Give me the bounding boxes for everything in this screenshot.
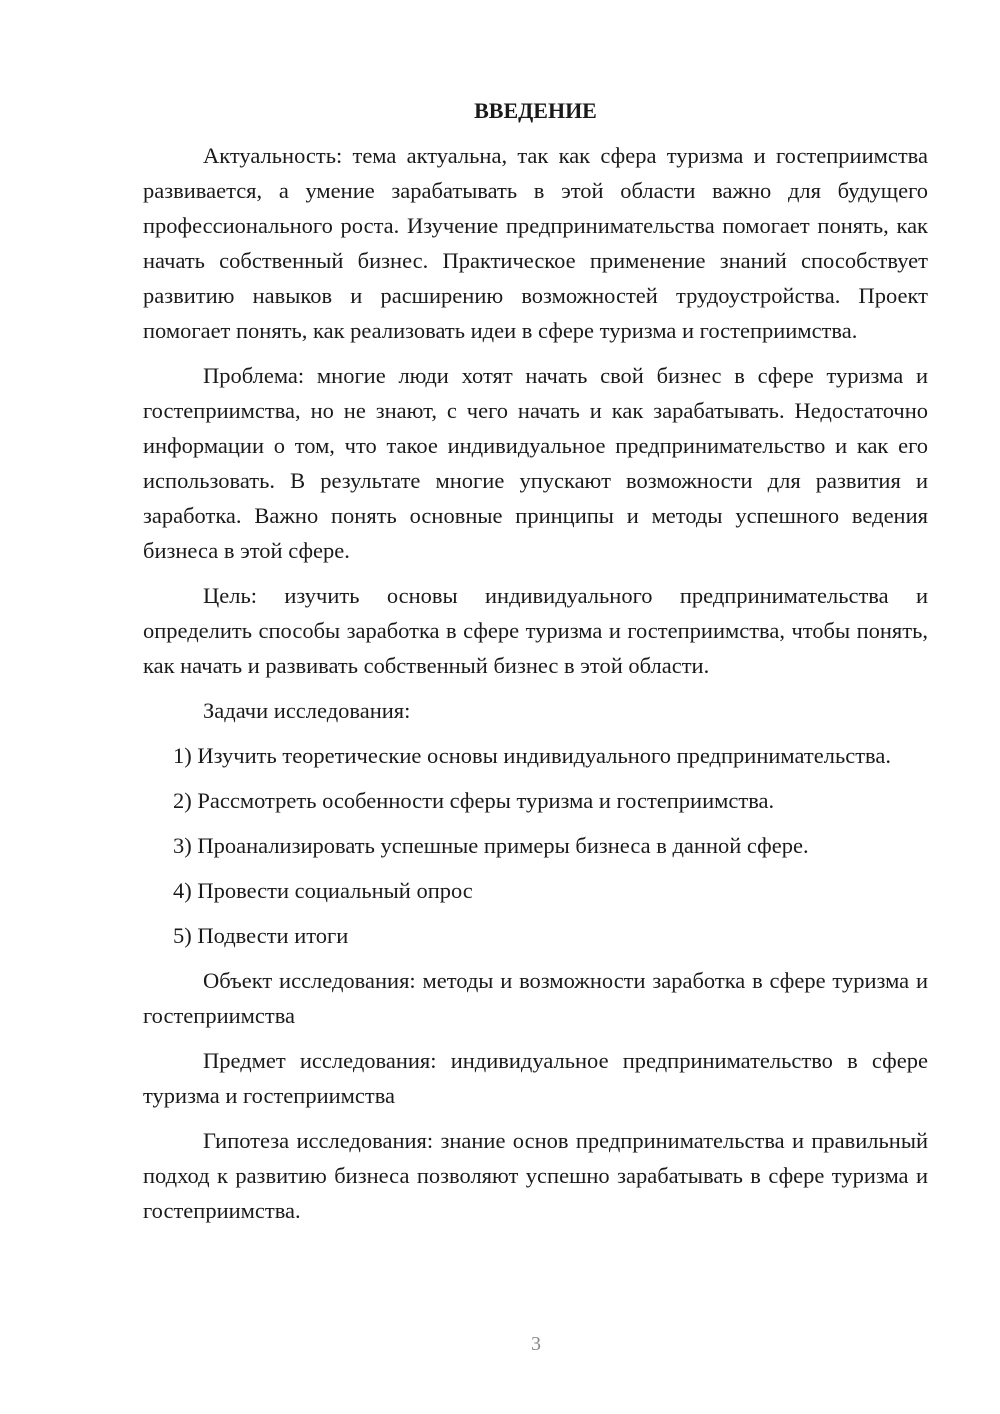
problem-paragraph: Проблема: многие люди хотят начать свой бизнес в сфере туризма и гостеприимства, но не знают, с чего начать и как зарабатывать. Недостаточно информации о том, что такое индивидуальное предпринимательство и как его использовать. В результате многие упускают возможности для развития и заработка. Важно понять основные принципы и методы успешного ведения бизнеса в этой сфере. bbox=[143, 363, 928, 563]
list-item: 4) Провести социальный опрос bbox=[173, 878, 473, 903]
tasks-heading: Задачи исследования: bbox=[203, 698, 411, 723]
list-item: 2) Рассмотреть особенности сферы туризма и гостеприимства. bbox=[173, 788, 775, 813]
list-item: 3) Проанализировать успешные примеры бизнеса в данной сфере. bbox=[173, 833, 809, 858]
document-body bbox=[143, 93, 928, 1238]
goal-paragraph: Цель: изучить основы индивидуального предпринимательства и определить способы заработка в сфере туризма и гостеприимства, чтобы понять, как начать и развивать собственный бизнес в этой области. bbox=[143, 583, 928, 678]
subject-paragraph: Предмет исследования: индивидуальное предпринимательство в сфере туризма и гостеприимства bbox=[143, 1048, 928, 1108]
list-item: 1) Изучить теоретические основы индивидуального предпринимательства. bbox=[173, 743, 891, 768]
page-number: 3 bbox=[531, 1333, 541, 1355]
list-item: 5) Подвести итоги bbox=[173, 923, 349, 948]
relevance-paragraph: Актуальность: тема актуальна, так как сфера туризма и гостеприимства развивается, а умение зарабатывать в этой области важно для будущего профессионального роста. Изучение предпринимательства помогает понять, как начать собственный бизнес. Практическое применение знаний способствует развитию навыков и расширению возможностей трудоустройства. Проект помогает понять, как реализовать идеи в сфере туризма и гостеприимства. bbox=[143, 143, 928, 343]
tasks-list bbox=[143, 738, 928, 953]
hypothesis-paragraph: Гипотеза исследования: знание основ предпринимательства и правильный подход к развитию бизнеса позволяют успешно зарабатывать в сфере туризма и гостеприимства. bbox=[143, 1128, 928, 1223]
page-title: ВВЕДЕНИЕ bbox=[474, 98, 597, 123]
object-paragraph: Объект исследования: методы и возможности заработка в сфере туризма и гостеприимства bbox=[143, 968, 928, 1028]
